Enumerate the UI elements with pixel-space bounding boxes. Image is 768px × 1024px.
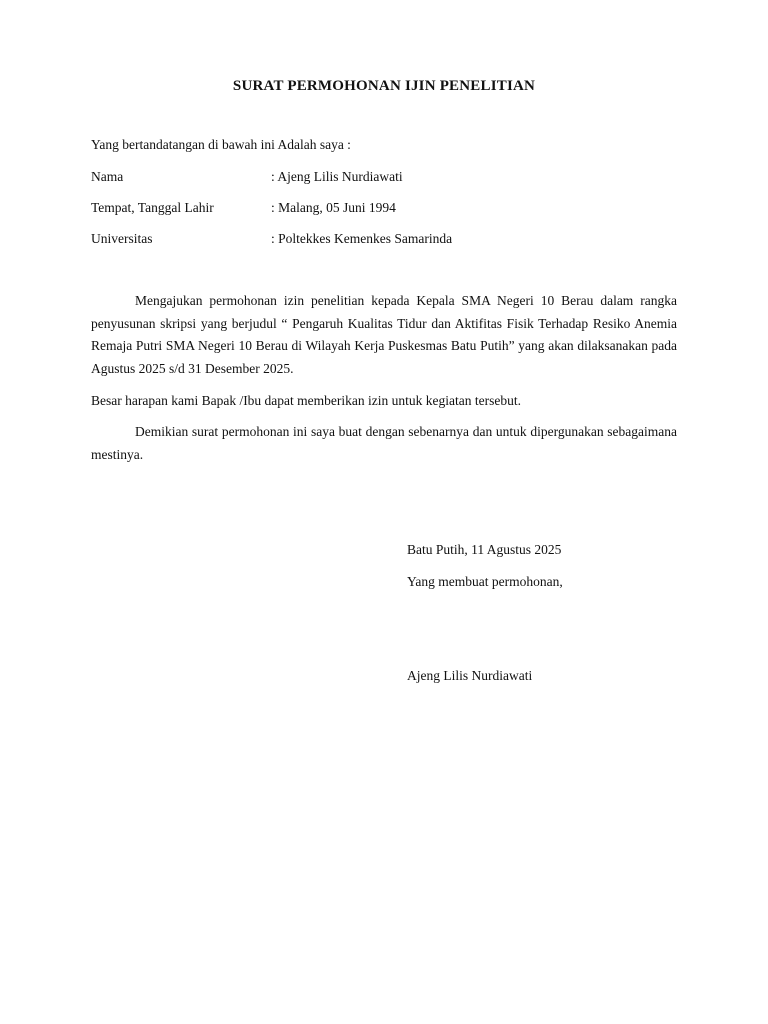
field-label: Tempat, Tanggal Lahir: [91, 200, 214, 215]
field-label: Universitas: [91, 231, 153, 246]
field-label: Nama: [91, 169, 124, 184]
intro-line: Yang bertandatangan di bawah ini Adalah saya :: [91, 137, 351, 152]
field-value: : Poltekkes Kemenkes Samarinda: [271, 231, 453, 246]
place-date: Batu Putih, 11 Agustus 2025: [407, 542, 562, 557]
field-value: : Ajeng Lilis Nurdiawati: [271, 169, 403, 184]
signer-name: Ajeng Lilis Nurdiawati: [407, 668, 533, 683]
body-paragraph-hope: Besar harapan kami Bapak /Ibu dapat memberikan izin untuk kegiatan tersebut.: [91, 393, 521, 408]
closing-line: Yang membuat permohonan,: [407, 574, 563, 589]
body-paragraph-closing: Demikian surat permohonan ini saya buat dengan sebenarnya dan untuk dipergunakan sebagaimana mestinya.: [91, 424, 677, 462]
field-row-universitas: [91, 231, 691, 249]
letter-title: SURAT PERMOHONAN IJIN PENELITIAN: [232, 78, 536, 94]
field-row-ttl: [91, 200, 691, 218]
body-paragraph-request: Mengajukan permohonan izin penelitian kepada Kepala SMA Negeri 10 Berau dalam rangka penyusunan skripsi yang berjudul “ Pengaruh Kualitas Tidur dan Aktifitas Fisik Terhadap Resiko Anemia Remaja Putri SMA Negeri 10 Berau di Wilayah Kerja Puskesmas Batu Putih” yang akan dilaksanakan pada Agustus 2025 s/d 31 Desember 2025.: [91, 293, 677, 376]
field-value: : Malang, 05 Juni 1994: [271, 200, 396, 215]
field-row-nama: [91, 169, 691, 187]
